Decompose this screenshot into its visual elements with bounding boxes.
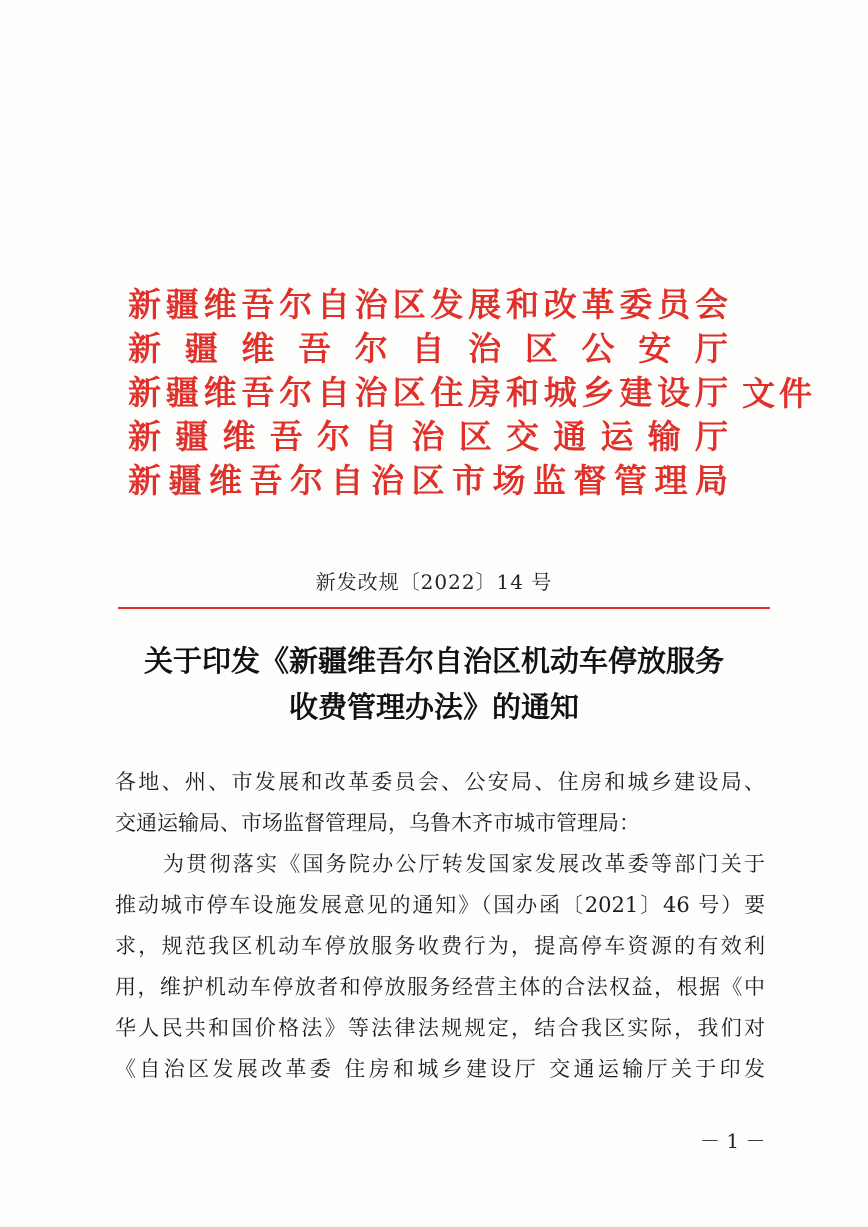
document-body (115, 762, 765, 1090)
issuer-char: 自 (316, 373, 350, 412)
issuer-char: 吾 (269, 417, 303, 456)
issuer-char: 革 (581, 285, 615, 324)
issuer-char: 建 (619, 373, 653, 412)
issuer-char: 和 (505, 285, 539, 324)
title-line-2: 收费管理办法》的通知 (288, 690, 579, 724)
issuer-char: 安 (638, 329, 672, 368)
document-number: 新发改规〔2022〕14 号 (315, 570, 553, 594)
issuer-char: 尔 (354, 329, 388, 368)
issuer-char: 厅 (694, 329, 728, 368)
issuer-char: 和 (505, 373, 539, 412)
issuer-char: 局 (695, 461, 728, 500)
document-word: 文件 (742, 374, 816, 413)
issuer-line (128, 371, 728, 415)
issuer-char: 疆 (165, 373, 199, 412)
issuer-char: 维 (222, 417, 256, 456)
issuer-char: 自 (364, 417, 398, 456)
issuer-char: 吾 (249, 461, 283, 500)
issuer-char: 房 (468, 373, 502, 412)
issuer-char: 吾 (298, 329, 332, 368)
issuer-char: 治 (411, 417, 445, 456)
body-line: 求，规范我区机动车停放服务收费行为，提高停车资源的有效利 (115, 934, 765, 958)
issuer-line (128, 327, 728, 371)
issuer-char: 市 (452, 461, 485, 500)
issuer-char: 督 (573, 461, 607, 500)
issuer-char: 疆 (184, 329, 218, 368)
issuer-char: 交 (506, 417, 539, 456)
issuer-char: 尔 (290, 461, 323, 500)
document-title (100, 638, 768, 730)
issuer-char: 尔 (279, 285, 313, 324)
issuer-char: 自 (330, 461, 364, 500)
body-line: 推动城市停车设施发展意见的通知》（国办函〔2021〕46 号）要 (115, 893, 765, 917)
issuer-char: 区 (458, 417, 492, 456)
issuer-char: 设 (657, 373, 691, 412)
issuer-char: 自 (316, 285, 350, 324)
body-line: 用，维护机动车停放者和停放服务经营主体的合法权益，根据《中 (115, 975, 765, 999)
addressee-line: 各地、州、市发展和改革委员会、公安局、住房和城乡建设局、 (115, 770, 765, 794)
issuer-char: 委 (619, 285, 653, 324)
body-paragraph (115, 844, 765, 1090)
title-line-1: 关于印发《新疆维吾尔自治区机动车停放服务 (143, 644, 724, 678)
addressee-line: 交通运输局、市场监督管理局，乌鲁木齐市城市管理局： (115, 811, 640, 835)
issuer-char: 维 (241, 329, 275, 368)
issuer-char: 公 (581, 329, 615, 368)
issuer-char: 城 (543, 373, 577, 412)
issuer-char: 区 (524, 329, 558, 368)
issuer-char: 会 (694, 285, 728, 324)
issuer-char: 治 (468, 329, 502, 368)
issuer-char: 维 (209, 461, 242, 500)
issuer-char: 新 (128, 373, 161, 412)
issuer-char: 场 (492, 461, 526, 500)
issuer-char: 自 (411, 329, 445, 368)
body-line: 华人民共和国价格法》等法律法规规定，结合我区实际，我们对 (115, 1016, 765, 1040)
issuer-char: 厅 (695, 417, 728, 456)
issuer-char: 发 (430, 285, 464, 324)
issuer-char: 展 (468, 285, 502, 324)
issuer-char: 乡 (581, 373, 615, 412)
issuer-char: 维 (203, 373, 237, 412)
issuer-char: 住 (430, 373, 464, 412)
issuer-char: 疆 (168, 461, 202, 500)
issuer-char: 运 (600, 417, 634, 456)
body-line: 为贯彻落实《国务院办公厅转发国家发展改革委等部门关于 (163, 852, 765, 876)
issuer-char: 吾 (241, 373, 275, 412)
issuer-char: 维 (203, 285, 237, 324)
issuer-char: 监 (533, 461, 566, 500)
issuer-char: 厅 (694, 373, 728, 412)
issuer-line (128, 415, 728, 459)
issuer-char: 尔 (279, 373, 313, 412)
issuer-char: 区 (392, 373, 426, 412)
addressee (115, 762, 765, 844)
body-line: 《自治区发展改革委 住房和城乡建设厅 交通运输厅关于印发 (115, 1057, 765, 1081)
issuer-char: 新 (128, 461, 161, 500)
issuer-char: 治 (354, 285, 388, 324)
issuer-char: 尔 (317, 417, 350, 456)
page-number: － 1 － (700, 1129, 766, 1153)
issuer-char: 新 (128, 329, 161, 368)
issuer-char: 治 (371, 461, 404, 500)
issuer-char: 吾 (241, 285, 275, 324)
issuer-line (128, 283, 728, 327)
issuer-char: 通 (553, 417, 587, 456)
issuer-char: 理 (654, 461, 688, 500)
issuer-char: 治 (354, 373, 388, 412)
issuer-char: 改 (543, 285, 577, 324)
issuer-char: 新 (128, 417, 161, 456)
issuer-char: 区 (411, 461, 445, 500)
issuer-char: 疆 (165, 285, 199, 324)
issuer-char: 新 (128, 285, 161, 324)
issuer-char: 疆 (175, 417, 209, 456)
issuer-char: 输 (647, 417, 681, 456)
red-divider (118, 607, 770, 609)
issuer-line (128, 459, 728, 503)
issuing-authorities (128, 283, 728, 503)
issuer-char: 管 (614, 461, 647, 500)
issuer-char: 员 (657, 285, 691, 324)
issuer-char: 区 (392, 285, 426, 324)
